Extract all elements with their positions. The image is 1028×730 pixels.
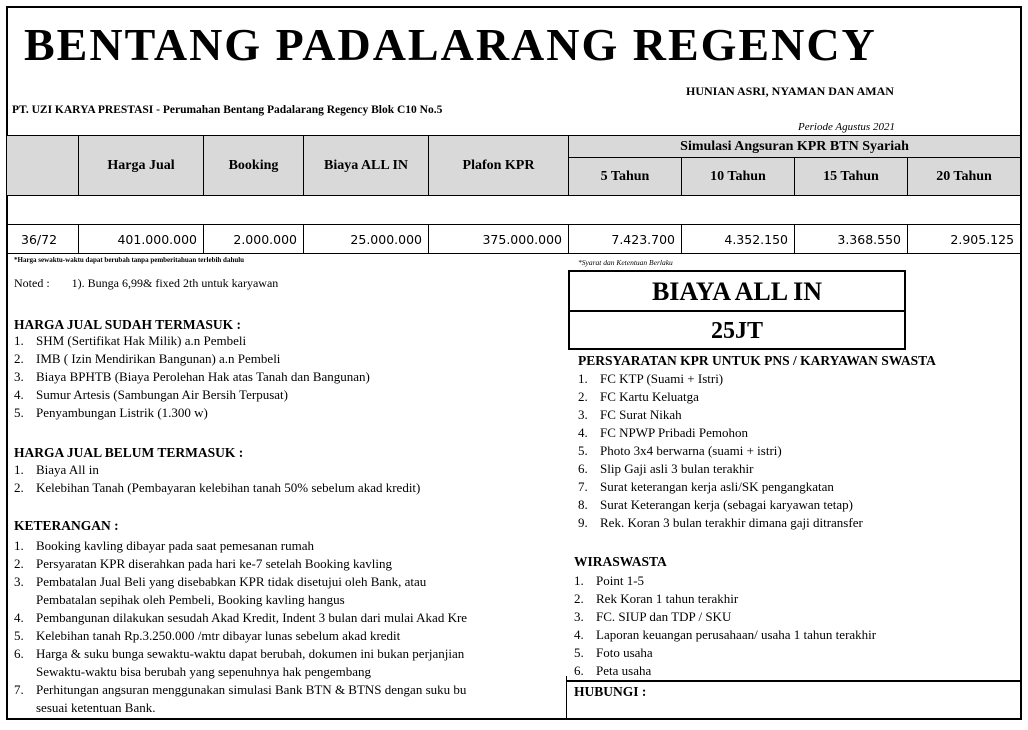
list-item-text: FC KTP (Suami + Istri) — [600, 371, 724, 386]
list-item-text: Harga & suku bunga sewaktu-waktu dapat berubah, dokumen ini bukan perjanjian — [36, 646, 465, 661]
list-item-number: 3. — [14, 574, 24, 589]
list-item — [578, 496, 1018, 514]
harga-jual-header: Harga Jual — [79, 136, 204, 196]
list-item — [14, 368, 554, 386]
list-item-number: 2. — [14, 480, 24, 495]
list-item-number: 6. — [574, 663, 584, 678]
plafon-kpr-cell: 375.000.000 — [429, 225, 569, 254]
list-item — [14, 461, 554, 479]
list-item-number: 5. — [14, 405, 24, 420]
list-item — [14, 681, 566, 699]
list-item-number: 3. — [14, 369, 24, 384]
page-title: BENTANG PADALARANG REGENCY — [24, 19, 877, 70]
tenor-header: 20 Tahun — [908, 158, 1021, 196]
tagline: HUNIAN ASRI, NYAMAN DAN AMAN — [686, 84, 894, 98]
list-item — [14, 386, 554, 404]
list-item-text: Rek. Koran 3 bulan terakhir dimana gaji ditransfer — [600, 515, 863, 530]
list-item-text: FC Kartu Keluatga — [600, 389, 699, 404]
angsuran-cell: 3.368.550 — [795, 225, 908, 254]
list-item-text: Pembatalan Jual Beli yang disebabkan KPR tidak disetujui oleh Bank, atau — [36, 574, 427, 589]
list-item-text: IMB ( Izin Mendirikan Bangunan) a.n Pembeli — [36, 351, 281, 366]
excluded-title: HARGA JUAL BELUM TERMASUK : — [14, 445, 244, 460]
divider — [566, 676, 567, 720]
list-item — [574, 590, 1014, 608]
list-item — [574, 644, 1014, 662]
list-item — [14, 609, 566, 627]
list-item-text: Sewaktu-waktu bisa berubah yang sepenuhnya hak pengembang — [36, 664, 372, 679]
list-item — [14, 699, 566, 717]
list-item-number: 1. — [578, 371, 588, 386]
list-item — [578, 388, 1018, 406]
type-cell: 36/72 — [7, 225, 79, 254]
company-line: PT. UZI KARYA PRESTASI - Perumahan Bentang Padalarang Regency Blok C10 No.5 — [12, 104, 443, 116]
list-item — [574, 608, 1014, 626]
noted-label: Noted : — [14, 276, 50, 290]
divider — [566, 680, 1021, 682]
persyaratan-title: PERSYARATAN KPR UNTUK PNS / KARYAWAN SWASTA — [578, 353, 936, 368]
list-item-number: 4. — [574, 627, 584, 642]
type-header — [7, 136, 79, 196]
list-item-text: Sumur Artesis (Sambungan Air Bersih Terpusat) — [36, 387, 288, 402]
list-item-text: Point 1-5 — [596, 573, 645, 588]
list-item — [14, 332, 554, 350]
price-table — [6, 135, 1021, 254]
angsuran-cell: 4.352.150 — [682, 225, 795, 254]
list-item-text: Peta usaha — [596, 663, 652, 678]
list-item-number: 3. — [578, 407, 588, 422]
harga-jual-cell: 401.000.000 — [79, 225, 204, 254]
list-item-text: Kelebihan Tanah (Pembayaran kelebihan tanah 50% sebelum akad kredit) — [36, 480, 421, 495]
list-item — [578, 406, 1018, 424]
angsuran-cell: 2.905.125 — [908, 225, 1021, 254]
list-item-text: Foto usaha — [596, 645, 653, 660]
list-item — [14, 591, 566, 609]
list-item-text: Persyaratan KPR diserahkan pada hari ke-7 setelah Booking kavling — [36, 556, 392, 571]
list-item-text: Slip Gaji asli 3 bulan terakhir — [600, 461, 754, 476]
list-item-text: Photo 3x4 berwarna (suami + istri) — [600, 443, 782, 458]
plafon-kpr-header: Plafon KPR — [429, 136, 569, 196]
wiraswasta-list — [574, 572, 1014, 680]
list-item-text: Kelebihan tanah Rp.3.250.000 /mtr dibayar lunas sebelum akad kredit — [36, 628, 401, 643]
biaya-all-in-header: Biaya ALL IN — [304, 136, 429, 196]
angsuran-cell: 7.423.700 — [569, 225, 682, 254]
list-item-number: 5. — [578, 443, 588, 458]
list-item-text: Biaya BPHTB (Biaya Perolehan Hak atas Tanah dan Bangunan) — [36, 369, 370, 384]
list-item-number: 5. — [574, 645, 584, 660]
list-item — [14, 350, 554, 368]
list-item — [14, 645, 566, 663]
list-item-number: 1. — [14, 462, 24, 477]
list-item — [574, 662, 1014, 680]
list-item — [14, 555, 566, 573]
list-item-number: 3. — [574, 609, 584, 624]
list-item-number: 7. — [14, 682, 24, 697]
list-item-text: sesuai ketentuan Bank. — [36, 700, 156, 715]
persyaratan-list — [578, 370, 1018, 532]
list-item — [578, 460, 1018, 478]
list-item — [14, 627, 566, 645]
list-item-number: 2. — [14, 351, 24, 366]
list-item-text: Biaya All in — [36, 462, 99, 477]
wiraswasta-title: WIRASWASTA — [574, 554, 667, 569]
noted-text: 1). Bunga 6,99& fixed 2th untuk karyawan — [71, 276, 279, 290]
table-row — [7, 225, 1021, 254]
list-item-text: FC Surat Nikah — [600, 407, 682, 422]
list-item — [578, 424, 1018, 442]
tenor-header: 15 Tahun — [795, 158, 908, 196]
list-item — [14, 537, 566, 555]
list-item — [14, 479, 554, 497]
list-item — [14, 404, 554, 422]
list-item-text: SHM (Sertifikat Hak Milik) a.n Pembeli — [36, 333, 247, 348]
included-title: HARGA JUAL SUDAH TERMASUK : — [14, 317, 242, 332]
list-item-number: 9. — [578, 515, 588, 530]
list-item-number: 1. — [14, 333, 24, 348]
booking-cell: 2.000.000 — [204, 225, 304, 254]
list-item-text: Pembatalan sepihak oleh Pembeli, Booking kavling hangus — [36, 592, 345, 607]
simulasi-header: Simulasi Angsuran KPR BTN Syariah — [569, 136, 1021, 158]
terms-note: *Syarat dan Ketentuan Berlaku — [578, 258, 673, 267]
list-item — [14, 663, 566, 681]
list-item-text: Surat Keterangan kerja (sebagai karyawan tetap) — [600, 497, 854, 512]
booking-header: Booking — [204, 136, 304, 196]
list-item-number: 8. — [578, 497, 588, 512]
list-item-text: Surat keterangan kerja asli/SK pengangkatan — [600, 479, 834, 494]
price-change-note: *Harga sewaktu-waktu dapat berubah tanpa pemberitahuan terlebih dahulu — [14, 256, 245, 264]
tenor-header: 10 Tahun — [682, 158, 795, 196]
list-item-text: Penyambungan Listrik (1.300 w) — [36, 405, 208, 420]
list-item-text: Perhitungan angsuran menggunakan simulasi Bank BTN & BTNS dengan suku bu — [36, 682, 467, 697]
contact-label: HUBUNGI : — [574, 684, 647, 699]
list-item — [578, 478, 1018, 496]
list-item — [578, 514, 1018, 532]
list-item-number: 2. — [578, 389, 588, 404]
list-item — [574, 626, 1014, 644]
list-item-number: 6. — [578, 461, 588, 476]
list-item-number: 4. — [14, 610, 24, 625]
table-spacer — [7, 196, 1021, 225]
list-item-number: 1. — [574, 573, 584, 588]
keterangan-list — [14, 537, 566, 717]
list-item — [578, 442, 1018, 460]
list-item-number: 1. — [14, 538, 24, 553]
noted-line — [14, 276, 278, 291]
list-item — [574, 572, 1014, 590]
list-item — [14, 573, 566, 591]
excluded-list — [14, 461, 554, 497]
list-item-text: Booking kavling dibayar pada saat pemesanan rumah — [36, 538, 314, 553]
tenor-header: 5 Tahun — [569, 158, 682, 196]
all-in-value-box: 25JT — [568, 310, 906, 350]
list-item-text: FC NPWP Pribadi Pemohon — [600, 425, 748, 440]
keterangan-title: KETERANGAN : — [14, 518, 119, 533]
list-item-text: FC. SIUP dan TDP / SKU — [596, 609, 732, 624]
list-item-number: 7. — [578, 479, 588, 494]
period-label: Periode Agustus 2021 — [798, 121, 895, 133]
list-item-text: Rek Koran 1 tahun terakhir — [596, 591, 739, 606]
list-item-number: 2. — [574, 591, 584, 606]
biaya-all-in-cell: 25.000.000 — [304, 225, 429, 254]
list-item-number: 4. — [578, 425, 588, 440]
list-item-number: 6. — [14, 646, 24, 661]
list-item-text: Laporan keuangan perusahaan/ usaha 1 tahun terakhir — [596, 627, 877, 642]
list-item-number: 5. — [14, 628, 24, 643]
all-in-label-box: BIAYA ALL IN — [568, 270, 906, 312]
list-item-text: Pembangunan dilakukan sesudah Akad Kredit, Indent 3 bulan dari mulai Akad Kre — [36, 610, 468, 625]
list-item-number: 2. — [14, 556, 24, 571]
list-item-number: 4. — [14, 387, 24, 402]
list-item — [578, 370, 1018, 388]
included-list — [14, 332, 554, 422]
